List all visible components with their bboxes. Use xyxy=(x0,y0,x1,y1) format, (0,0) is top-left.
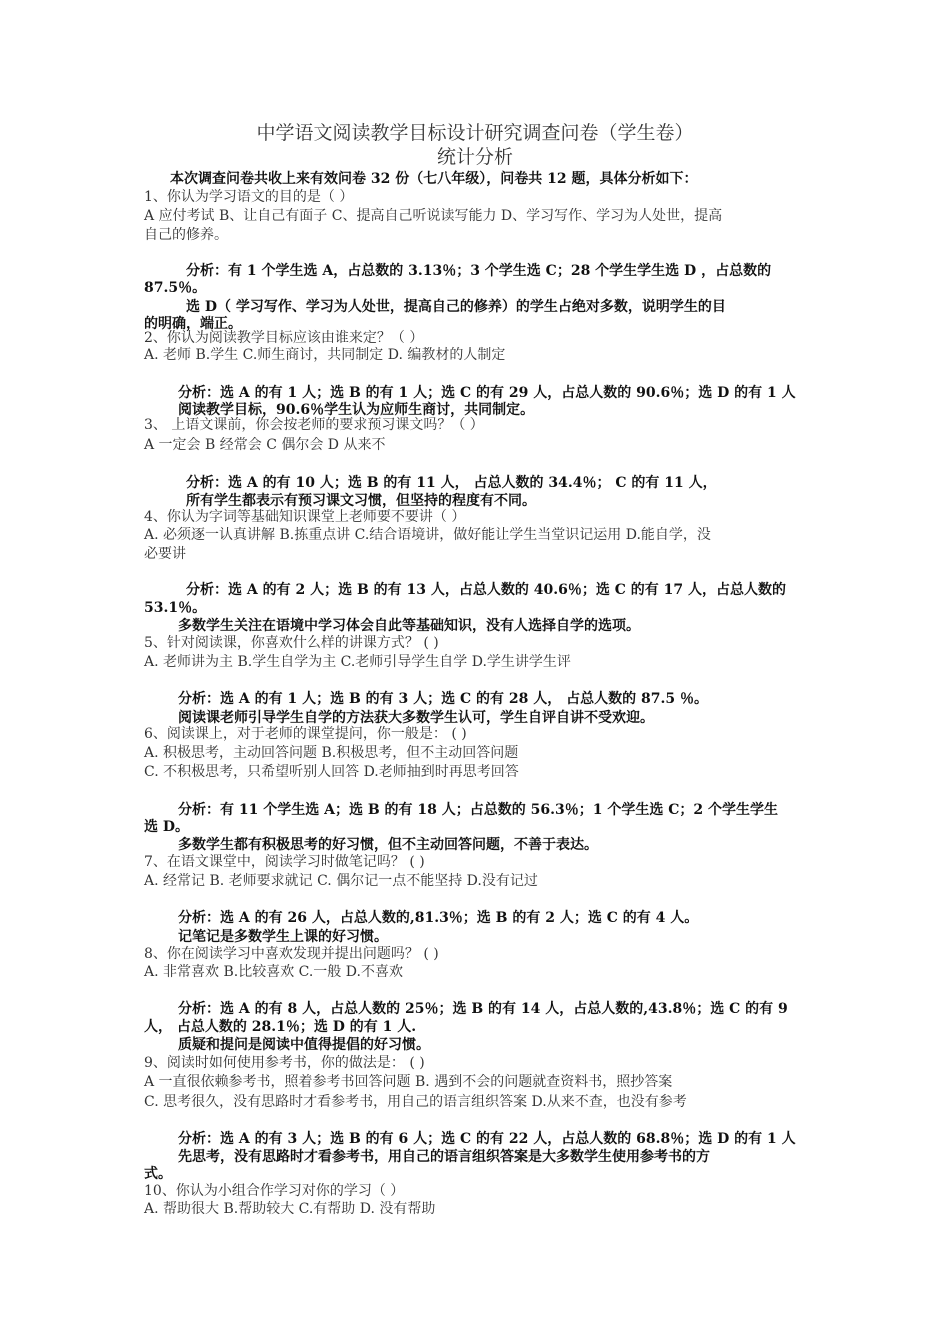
q9-options: A 一直很依赖参考书，照着参考书回答问题 B. 遇到不会的问题就查资料书，照抄答案 xyxy=(144,1074,673,1090)
q8-question: 8、你在阅读学习中喜欢发现并提出问题吗？ ( ) xyxy=(144,946,439,962)
intro-text: 本次调查问卷共收上来有效问卷 32 份（七八年级），问卷共 12 题，具体分析如下： xyxy=(170,171,698,187)
q9-conclusion-cont: 式。 xyxy=(144,1166,172,1182)
q1-analysis-cont: 87.5％。 xyxy=(144,280,207,296)
q4-analysis: 分析：选 A 的有 2 人；选 B 的有 13 人，占总人数的 40.6％；选 C 的有 17 人，占总人数的 xyxy=(186,582,787,598)
q5-conclusion: 阅读课老师引导学生自学的方法获大多数学生认可，学生自评自讲不受欢迎。 xyxy=(178,710,654,726)
q4-options-cont: 必要讲 xyxy=(144,546,186,562)
q7-analysis: 分析：选 A 的有 26 人，占总人数的,81.3％；选 B 的有 2 人；选 C 的有 4 人。 xyxy=(178,910,699,926)
q9-question: 9、阅读时如何使用参考书，你的做法是： ( ) xyxy=(144,1055,425,1071)
doc-subtitle: 统计分析 xyxy=(436,146,513,168)
q8-analysis: 分析：选 A 的有 8 人，占总人数的 25％；选 B 的有 14 人，占总人数的,43.8％；选 C 的有 9 xyxy=(178,1001,788,1017)
q5-question: 5、针对阅读课，你喜欢什么样的讲课方式？ ( ) xyxy=(144,635,439,651)
q8-analysis-cont: 人， 占总人数的 28.1％；选 D 的有 1 人. xyxy=(144,1019,417,1035)
q6-options: A. 积极思考，主动回答问题 B.积极思考，但不主动回答问题 xyxy=(144,745,519,761)
q4-options: A. 必须逐一认真讲解 B.拣重点讲 C.结合语境讲，做好能让学生当堂识记运用 D.能自学，没 xyxy=(144,527,711,543)
q10-options: A. 帮助很大 B.帮助较大 C.有帮助 D. 没有帮助 xyxy=(144,1201,436,1217)
q4-analysis-cont: 53.1％。 xyxy=(144,600,207,616)
q2-options: A. 老师 B.学生 C.师生商讨，共同制定 D. 编教材的人制定 xyxy=(144,347,506,363)
q1-conclusion: 选 D（ 学习写作、学习为人处世，提高自己的修养）的学生占绝对多数，说明学生的目 xyxy=(186,299,726,315)
q2-conclusion: 阅读教学目标，90.6％学生认为应师生商讨，共同制定。 xyxy=(178,402,535,418)
q2-question: 2、你认为阅读教学目标应该由谁来定？（ ） xyxy=(144,330,424,346)
q1-options: A 应付考试 B、让自己有面子 C、提高自己听说读写能力 D、学习写作、学习为人处世，提高 xyxy=(144,208,723,224)
q2-analysis: 分析：选 A 的有 1 人；选 B 的有 1 人；选 C 的有 29 人，占总人数的 90.6％；选 D 的有 1 人 xyxy=(178,385,796,401)
q3-conclusion: 所有学生都表示有预习课文习惯，但坚持的程度有不同。 xyxy=(186,493,536,509)
q1-options-cont: 自己的修养。 xyxy=(144,227,228,243)
q7-conclusion: 记笔记是多数学生上课的好习惯。 xyxy=(178,929,388,945)
q6-question: 6、阅读课上，对于老师的课堂提问，你一般是： ( ) xyxy=(144,726,467,742)
q7-question: 7、在语文课堂中，阅读学习时做笔记吗？ ( ) xyxy=(144,854,425,870)
q4-question: 4、你认为字词等基础知识课堂上老师要不要讲（ ） xyxy=(144,509,466,525)
q9-conclusion: 先思考，没有思路时才看参考书，用自己的语言组织答案是大多数学生使用参考书的方 xyxy=(178,1149,710,1165)
q9-analysis: 分析：选 A 的有 3 人；选 B 的有 6 人；选 C 的有 22 人，占总人数的 68.8％；选 D 的有 1 人 xyxy=(178,1131,796,1147)
q1-question: 1、你认为学习语文的目的是（ ） xyxy=(144,189,354,205)
q7-options: A. 经常记 B. 老师要求就记 C. 偶尔记一点不能坚持 D.没有记过 xyxy=(144,873,538,889)
q6-conclusion: 多数学生都有积极思考的好习惯，但不主动回答问题，不善于表达。 xyxy=(178,837,598,853)
q6-analysis: 分析：有 11 个学生选 A；选 B 的有 18 人；占总数的 56.3％；1 个学生选 C；2 个学生学生 xyxy=(178,802,778,818)
q3-analysis: 分析：选 A 的有 10 人；选 B 的有 11 人， 占总人数的 34.4％； C 的有 11 人， xyxy=(186,475,717,491)
q3-question: 3、 上语文课前，你会按老师的要求预习课文吗？（ ） xyxy=(144,417,484,433)
q3-options: A 一定会 B 经常会 C 偶尔会 D 从来不 xyxy=(144,437,386,453)
q1-analysis: 分析：有 1 个学生选 A，占总数的 3.13％；3 个学生选 C；28 个学生学生选 D ，占总数的 xyxy=(186,263,772,279)
q10-question: 10、你认为小组合作学习对你的学习（ ） xyxy=(144,1183,405,1199)
q5-analysis: 分析：选 A 的有 1 人；选 B 的有 3 人；选 C 的有 28 人， 占总人数的 87.5 ％。 xyxy=(178,691,709,707)
q6-analysis-cont: 选 D。 xyxy=(144,819,190,835)
q9-options-cont: C. 思考很久，没有思路时才看参考书，用自己的语言组织答案 D.从来不查，也没有参考 xyxy=(144,1094,687,1110)
q8-conclusion: 质疑和提问是阅读中值得提倡的好习惯。 xyxy=(178,1037,430,1053)
q1-conclusion-cont: 的明确，端正。 xyxy=(144,316,242,332)
doc-title: 中学语文阅读教学目标设计研究调查问卷（学生卷） xyxy=(256,122,694,144)
q5-options: A. 老师讲为主 B.学生自学为主 C.老师引导学生自学 D.学生讲学生评 xyxy=(144,654,571,670)
q8-options: A. 非常喜欢 B.比较喜欢 C.一般 D.不喜欢 xyxy=(144,964,403,980)
q6-options-cont: C. 不积极思考，只希望听别人回答 D.老师抽到时再思考回答 xyxy=(144,764,519,780)
q4-conclusion: 多数学生关注在语境中学习体会自此等基础知识，没有人选择自学的选项。 xyxy=(178,618,640,634)
